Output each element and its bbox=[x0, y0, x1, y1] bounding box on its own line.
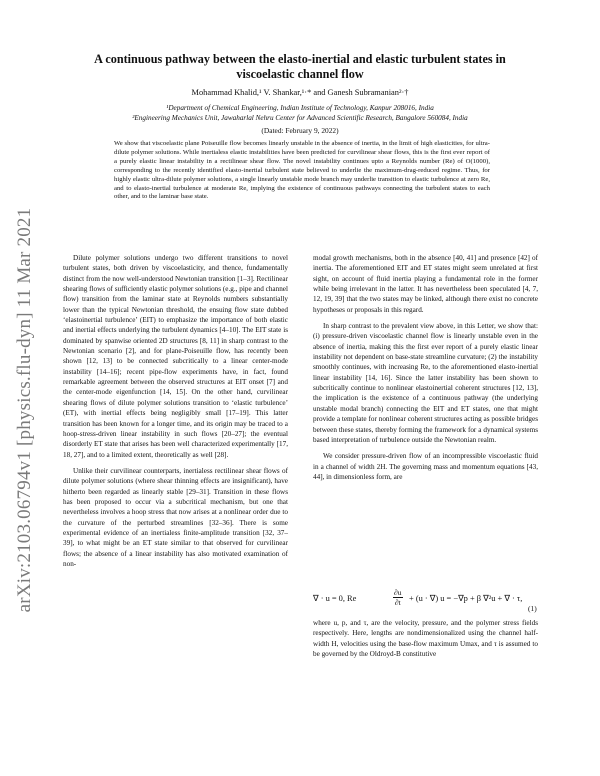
fraction-numerator: ∂u bbox=[394, 588, 402, 597]
abstract: We show that viscoelastic plane Poiseuille flow becomes linearly unstable in the absence of inertia, in the limit of high elasticities, for ultra-dilute polymer solutions. While inertialess elastic instabilities have been predicted for curvilinear shear flows, this is the first ever report of a purely elastic linear instability in a rectilinear shear flow. The novel instability continues upto a Reynolds number (Re) of O(1000), corresponding to the recently identified elasto-inertial turbulent state believed to underlie the maximum-drag-reduced regime. Thus, for highly elastic ultra-dilute polymer solutions, a single linearly unstable mode branch may underlie transition to elastic turbulence at zero Re, and to elasto-inertial turbulence at moderate Re, implying the existence of continuous pathways connecting the turbulent states to each other, and to the laminar base state. bbox=[114, 140, 490, 201]
right-column bbox=[313, 253, 538, 482]
equation-fraction bbox=[393, 588, 403, 607]
right-paragraph-2: In sharp contrast to the prevalent view above, in this Letter, we show that: (i) pressure-driven viscoelastic channel flow is linearly unstable even in the absence of inertia, making this the first ever report of a purely elastic linear instability not dependent on base-state streamline curvature; (2) the instability smoothly continues, with increasing Re, to the aforementioned elasto-inertial linear instability [14, 16]. Since the latter instability has been shown to subcritically continue to nonlinear elastoinertial coherent structures [12, 13], the implication is the existence of a continuous pathway (the underlying unstable modal branch) connecting the EIT and ET states, one that might provide a template for nonlinear coherent structures acting as possible bridges between these states, thereby forming the framework for a dynamical systems based interpretation of turbulence outside the Newtonian realm. bbox=[313, 322, 538, 444]
right-paragraph-3: We consider pressure-driven flow of an incompressible viscoelastic fluid in a channel of width 2H. The governing mass and momentum equations [43, 44], in dimensionless form, are bbox=[313, 452, 538, 481]
right-paragraph-4: where u, p, and τ, are the velocity, pressure, and the polymer stress fields respectively. Here, lengths are nondimensionalized using the channel half-width H, velocities using the base-flow maximum Umax, and τ is assumed to be governed by the Oldroyd-B constitutive bbox=[313, 619, 538, 659]
left-paragraph-1: Dilute polymer solutions undergo two different transitions to novel turbulent states, both driven by viscoelasticity, and thence, fundamentally distinct from the now well-understood Newtonian transition [1–3]. Rectilinear shearing flows of sufficiently elastic polymer solutions (e.g., pipe and channel flow) transition from the laminar state at Reynolds numbers substantially lower than the typical Newtonian threshold, the ensuing flow state dubbed ‘elastoinertial turbulence’ (EIT) to emphasize the importance of both elastic and inertial effects underlying the turbulent dynamics [4–10]. The EIT state is dominated by spanwise oriented 2D structures [8, 11] in sharp contrast to the Newtonian scenario [2], and for plane-Poiseuille flow, has recently been shown [12, 13] to be connected subcritically to a linear center-mode instability [14–16]; recent pipe-flow experiments have, in fact, found remarkable agreement between the observed structures at EIT onset [7] and the center-mode eigenfunction [14, 15]. On the other hand, curvilinear shearing flows of dilute polymer solutions transition to ‘elastic turbulence’ (ET), with inertial effects being negligibly small [17–19]. This latter transition has been known for a longer time, and its origin may be traced to a hoop-stress-driven linear instability in such flows [20–27]; the eventual disorderly ET state that arises has been well characterized experimentally [17, 18, 27], and to a limited extent, theoretically as well [28]. bbox=[63, 254, 288, 459]
fraction-denominator: ∂t bbox=[394, 598, 401, 607]
date-line: (Dated: February 9, 2022) bbox=[261, 126, 339, 135]
left-paragraph-2: Unlike their curvilinear counterparts, inertialess rectilinear shear flows of dilute polymer solutions (where shear thinning effects are insignificant), have hitherto been regarded as linearly stable [29–31]. Transition in these flows has been proposed to occur via a subcritical mechanism, but one that nevertheless involves a hoop stress that now arises at a nonlinear order due to the curvature of the perturbed streamlines [32–36]. There is some experimental evidence of an inertialess finite-amplitude transition [32, 37–39], to what might be an ET state similar to that observed for curvilinear flows; the absence of a linear instability has also motivated examination of non- bbox=[63, 466, 288, 568]
arxiv-id-text: arXiv:2103.06794v1 [physics.flu-dyn] 11 Mar 2021 bbox=[14, 207, 35, 613]
right-column-continued bbox=[313, 618, 538, 659]
title-line-2: viscoelastic channel flow bbox=[236, 67, 364, 81]
equation-lhs: ∇ · u = 0, Re bbox=[313, 594, 357, 603]
author-list: Mohammad Khalid,¹ V. Shankar,¹·* and Ganesh Subramanian²·† bbox=[191, 88, 409, 97]
affiliation-1: ¹Department of Chemical Engineering, Indian Institute of Technology, Kanpur 208016, India bbox=[166, 104, 434, 112]
equation-rhs: + (u · ∇) u = −∇p + β ∇²u + ∇ · τ, bbox=[409, 594, 523, 603]
equation-number: (1) bbox=[528, 604, 537, 613]
equation-1 bbox=[313, 588, 538, 610]
right-paragraph-1: modal growth mechanisms, both in the absence [40, 41] and presence [42] of inertia. The aforementioned EIT and ET states might seem unrelated at first sight, on account of fluid inertia playing a fundamental role in the former while being irrelevant in the latter. It has nevertheless been speculated [4, 7, 12, 19, 39] that the two states may be linked, although there exist no concrete hypotheses or proposals in this regard. bbox=[313, 254, 538, 314]
left-column bbox=[63, 253, 288, 569]
affiliation-2: ²Engineering Mechanics Unit, Jawaharlal Nehru Center for Advanced Scientific Research, Bangalore 560084, India bbox=[132, 114, 468, 122]
title-line-1: A continuous pathway between the elasto-inertial and elastic turbulent states in bbox=[94, 52, 506, 66]
paper-title bbox=[60, 52, 540, 82]
arxiv-identifier bbox=[10, 207, 40, 613]
